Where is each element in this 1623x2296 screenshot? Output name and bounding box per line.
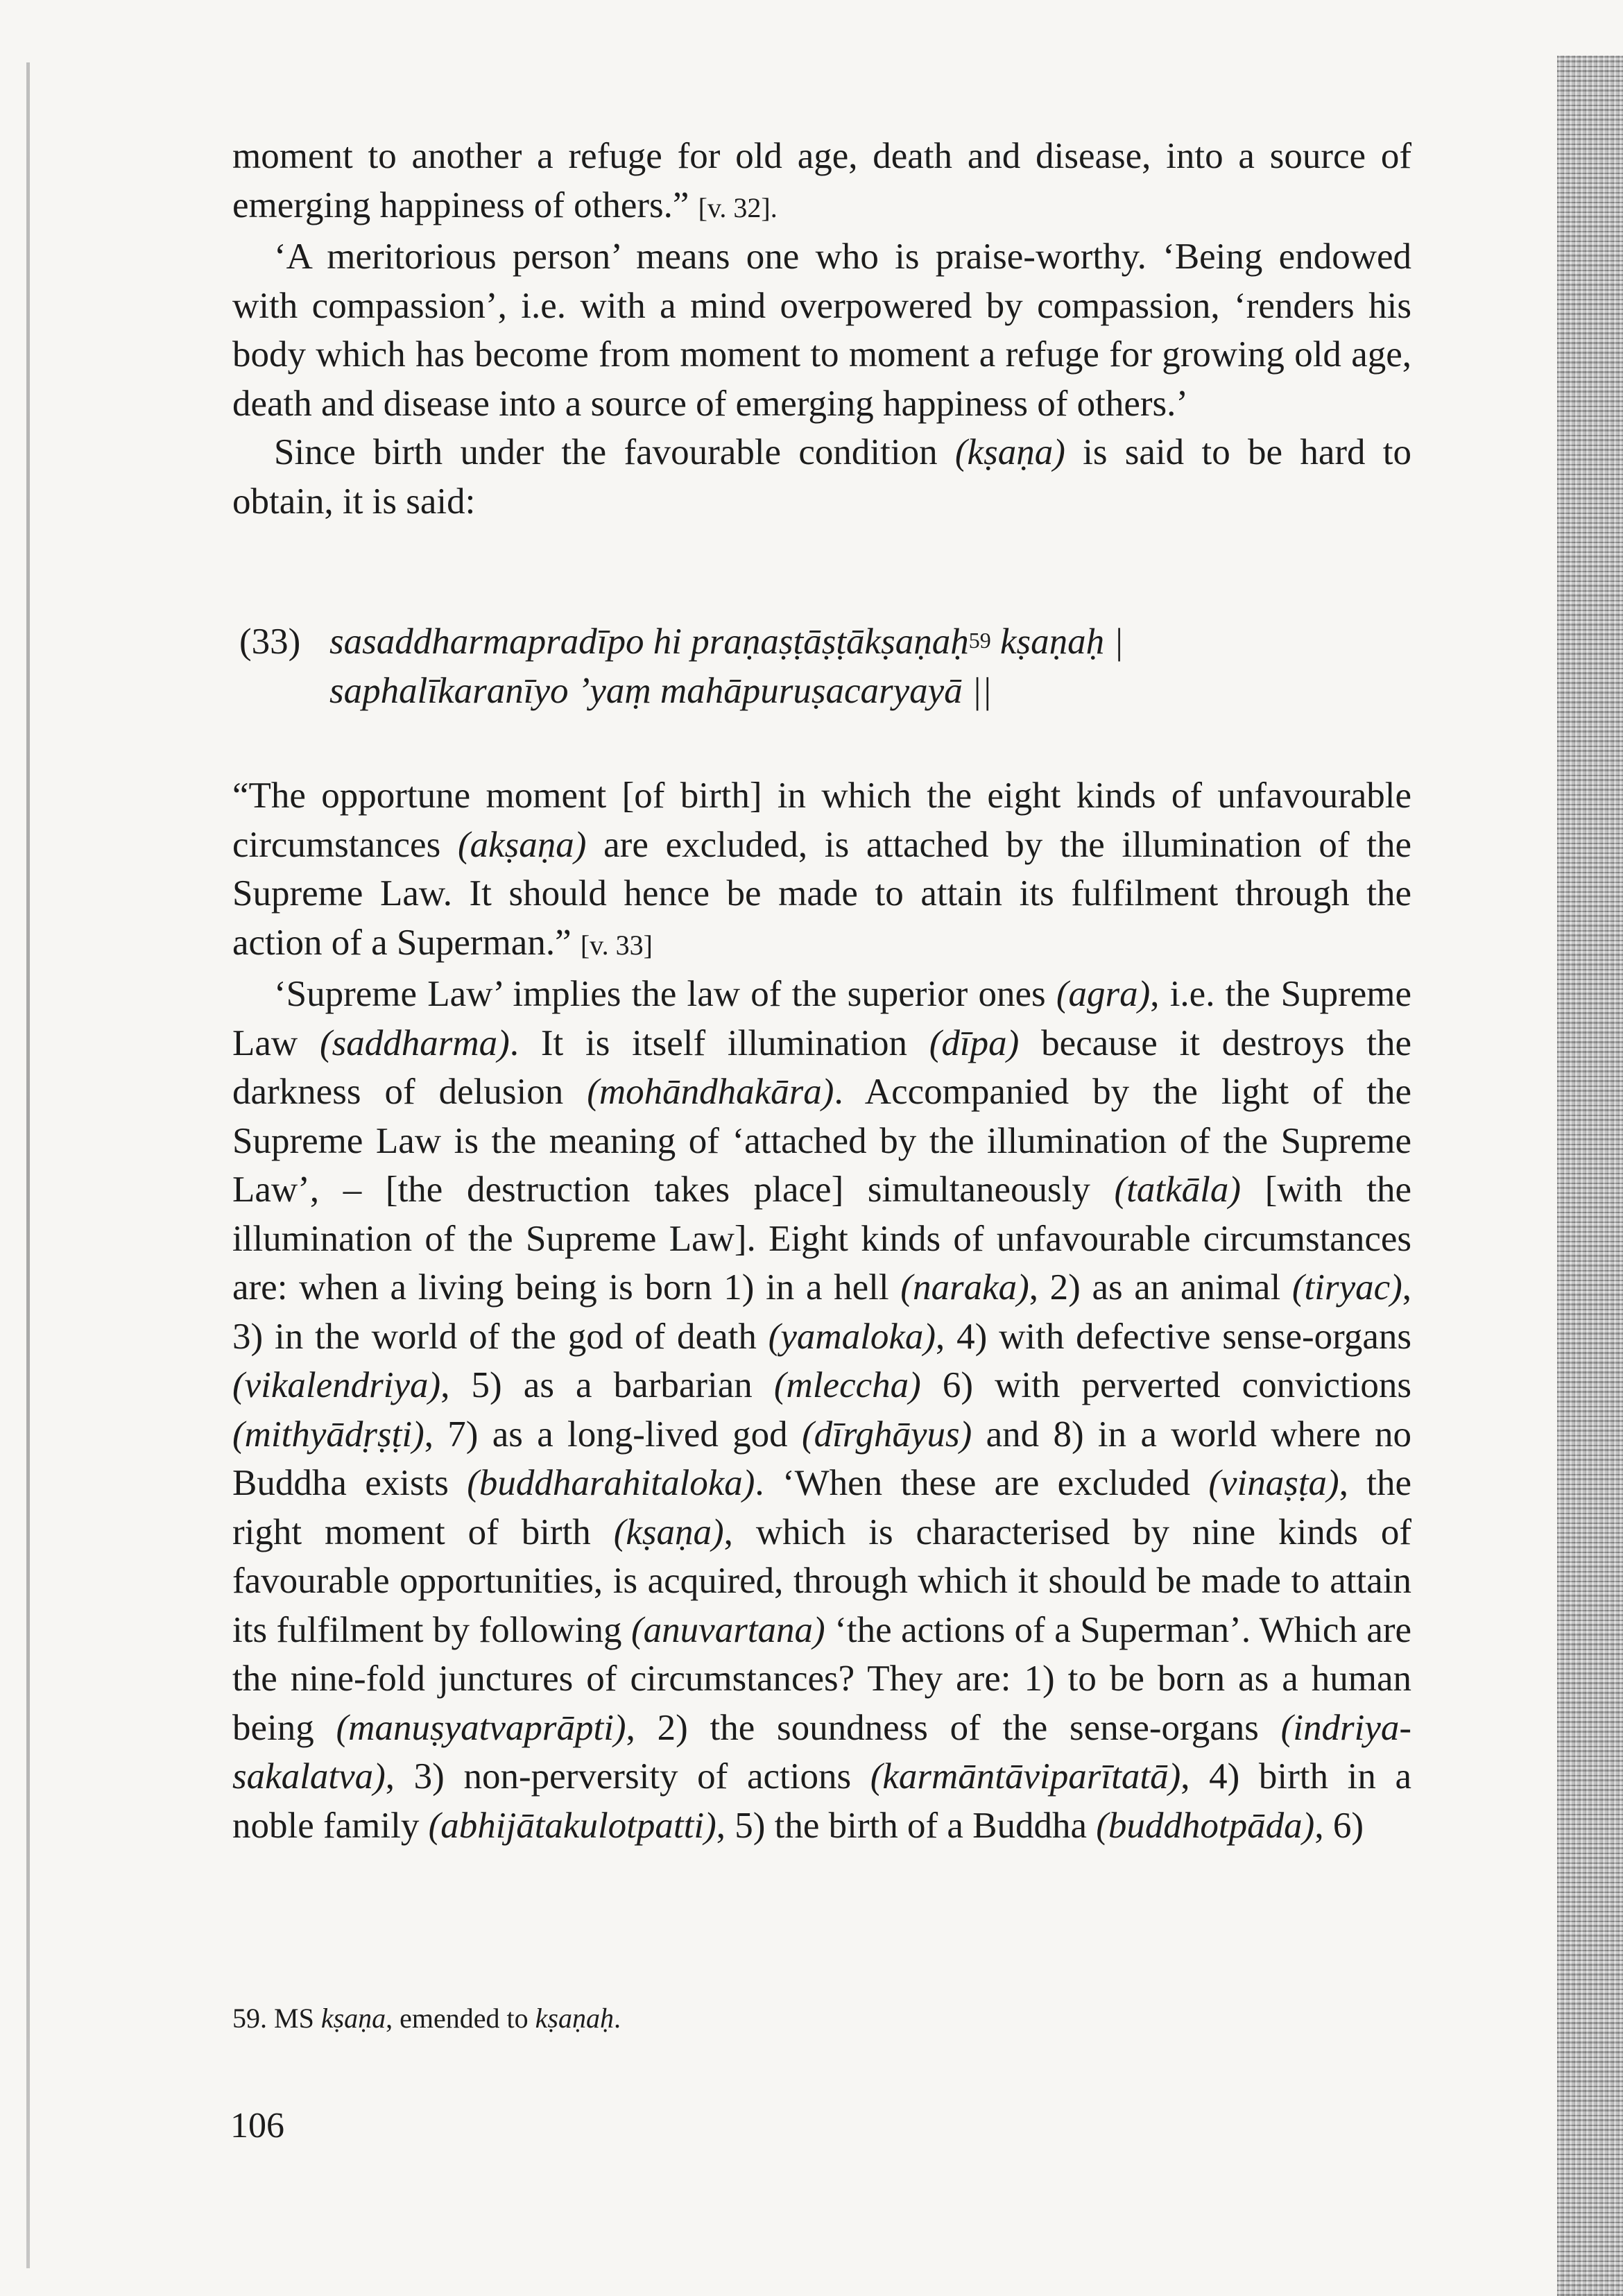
paragraph-3: Since birth under the favourable condition (kṣaṇa) is said to be hard to obtain, it is said:: [232, 432, 1412, 522]
paragraph-2: ‘A meritorious person’ means one who is praise-worthy. ‘Being endowed with compassion’, i.e. with a mind overpowered by compassion, ‘renders his body which has become from moment to moment a refuge for growing old age, death and disease into a source of emerging happiness of others.’: [232, 237, 1411, 424]
verse-line-2: saphalīkaranīyo ’yaṃ mahāpuruṣacaryayā ||: [329, 671, 993, 711]
paragraph-4: “The opportune moment [of birth] in which the eight kinds of unfavourable circumstances (akṣaṇa) are excluded, is attached by the illumination of the Supreme Law. It should hence be made to attain its fulfilment through the action of a Superman.” [v. 33]: [232, 776, 1412, 963]
paragraph-1: moment to another a refuge for old age, death and disease, into a source of emerging happiness of others.” [v. 32].: [232, 136, 1411, 225]
binding-shadow: [26, 62, 30, 2268]
footnote-59: 59. MS kṣaṇa, emended to kṣaṇaḥ.: [232, 2003, 621, 2034]
lower-text-block: [232, 771, 1411, 1850]
verse-ref-33: [v. 33]: [580, 929, 653, 961]
verse-line-1: (33) sasaddharmapradīpo hi praṇaṣṭāṣṭākṣaṇaḥ$^{59}$ kṣaṇaḥ |: [239, 617, 1124, 667]
footnote-marker: 59: [968, 628, 991, 653]
verse-number: (33): [239, 622, 301, 662]
paragraph-5: ‘Supreme Law’ implies the law of the superior ones (agra), i.e. the Supreme Law (saddharma). It is itself illumination (dīpa) because it destroys the darkness of delusion (mohāndhakāra). Accompanied by the light of the Supreme Law is the meaning of ‘attached by the illumination of the Supreme Law’, – [the destruction takes place] simultaneously (tatkāla) [with the illumination of the Supreme Law]. Eight kinds of unfavourable circumstances are: when a living being is born 1) in a hell (naraka), 2) as an animal (tiryac), 3) in the world of the god of death (yamaloka), 4) with defective sense-organs (vikalendriya), 5) as a barbarian (mleccha) 6) with perverted convictions (mithyādṛṣṭi), 7) as a long-lived god (dīrghāyus) and 8) in a world where no Buddha exists (buddharahitaloka). ‘When these are excluded (vinaṣṭa), the right moment of birth (kṣaṇa), which is characterised by nine kinds of favourable opportunities, is acquired, through which it should be made to attain its fulfilment by following (anuvartana) ‘the actions of a Superman’. Which are the nine-fold junctures of circumstances? They are: 1) to be born as a human being (manuṣyatvaprāpti), 2) the soundness of the sense-organs (indriya-sakalatva), 3) non-perversity of actions (karmāntāviparītatā), 4) birth in a noble family (abhijātakulotpatti), 5) the birth of a Buddha (buddhotpāda), 6): [232, 974, 1412, 1846]
upper-text-block: [232, 132, 1411, 526]
verse-33: [239, 617, 1124, 716]
scan-edge: [1557, 55, 1623, 2296]
verse-ref: [v. 32].: [698, 191, 778, 223]
page-number: 106: [230, 2106, 284, 2145]
